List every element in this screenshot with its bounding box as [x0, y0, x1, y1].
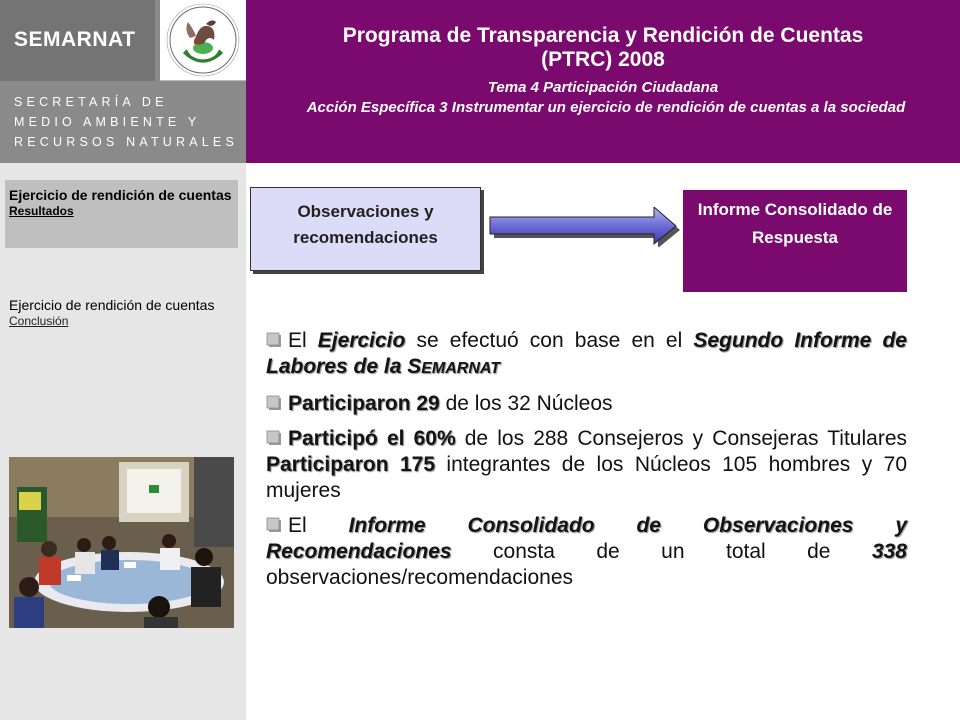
topic-subtitle: Tema 4 Participación Ciudadana — [487, 79, 719, 96]
bullet-icon — [266, 517, 282, 533]
paragraph-ejercicio — [266, 328, 907, 382]
p4-text-e: observaciones/recomendaciones — [266, 566, 574, 589]
bullet-icon — [266, 395, 282, 411]
p1-informe-labores: Segundo Informe de Labores de la S — [266, 329, 907, 378]
p1-text-c: se efectuó con base en el — [405, 329, 694, 352]
consolidated-report-box: Informe Consolidado de Respuesta — [683, 190, 907, 292]
paragraph-participo-consejeros — [266, 426, 907, 504]
page-title — [246, 24, 960, 72]
secretaria-name — [14, 92, 244, 152]
sidebar-item-title: Ejercicio de rendición de cuentas — [9, 187, 232, 203]
p1-ejercicio: Ejercicio — [317, 329, 406, 352]
p1-text-a: El — [288, 329, 318, 352]
p3-participo-60: Participó el 60% — [288, 427, 456, 450]
sidebar-link-conclusion[interactable]: Conclusión — [9, 314, 69, 328]
flow-arrow-icon — [488, 207, 680, 247]
page-title-line-2: (PTRC) 2008 — [541, 48, 665, 71]
results-text — [266, 328, 907, 600]
p4-informe-consolidado: Informe Consolidado de Observaciones y Recomendaciones — [266, 514, 907, 563]
p4-text-c: consta de un total de — [451, 540, 872, 563]
p4-total-338: 338 — [871, 540, 907, 563]
p3-participaron-175: Participaron 175 — [266, 453, 435, 476]
p3-text-b: de los 288 Consejeros y Consejeras Titulares — [455, 427, 907, 450]
secretaria-line-1: SECRETARÍA DE — [14, 95, 168, 109]
action-subtitle: Acción Específica 3 Instrumentar un ejercicio de rendición de cuentas a la sociedad — [306, 99, 906, 116]
p3-text-d: integrantes de los Núcleos 105 hombres y 70 mujeres — [266, 453, 907, 502]
logo-strip — [0, 0, 155, 81]
p1-semarnat: EMARNAT — [421, 360, 501, 377]
sidebar — [0, 163, 246, 720]
paragraph-informe-consolidado — [266, 513, 907, 591]
bullet-icon — [266, 430, 282, 446]
secretaria-line-3: RECURSOS NATURALES — [14, 135, 239, 149]
p2-text-b: de los 32 Núcleos — [439, 392, 613, 415]
paragraph-participaron-nucleos — [266, 391, 907, 417]
semarnat-logo-text: SEMARNAT — [14, 28, 136, 51]
meeting-photo — [9, 457, 234, 628]
sidebar-item-resultados[interactable] — [5, 180, 238, 248]
secretaria-line-2: MEDIO AMBIENTE Y — [14, 115, 201, 129]
mexico-coat-of-arms-icon — [160, 0, 246, 81]
sidebar-link-resultados[interactable]: Resultados — [9, 204, 74, 218]
title-banner — [246, 0, 960, 163]
observations-box: Observaciones y recomendaciones — [250, 187, 481, 271]
sidebar-item-conclusion[interactable] — [9, 297, 234, 329]
sidebar-item-title: Ejercicio de rendición de cuentas — [9, 297, 215, 313]
page-title-line-1: Programa de Transparencia y Rendición de Cuentas — [342, 24, 864, 47]
bullet-icon — [266, 332, 282, 348]
semarnat-logo-panel — [0, 0, 246, 163]
p2-participaron-29: Participaron 29 — [288, 392, 440, 415]
p4-text-a: El — [288, 514, 349, 537]
